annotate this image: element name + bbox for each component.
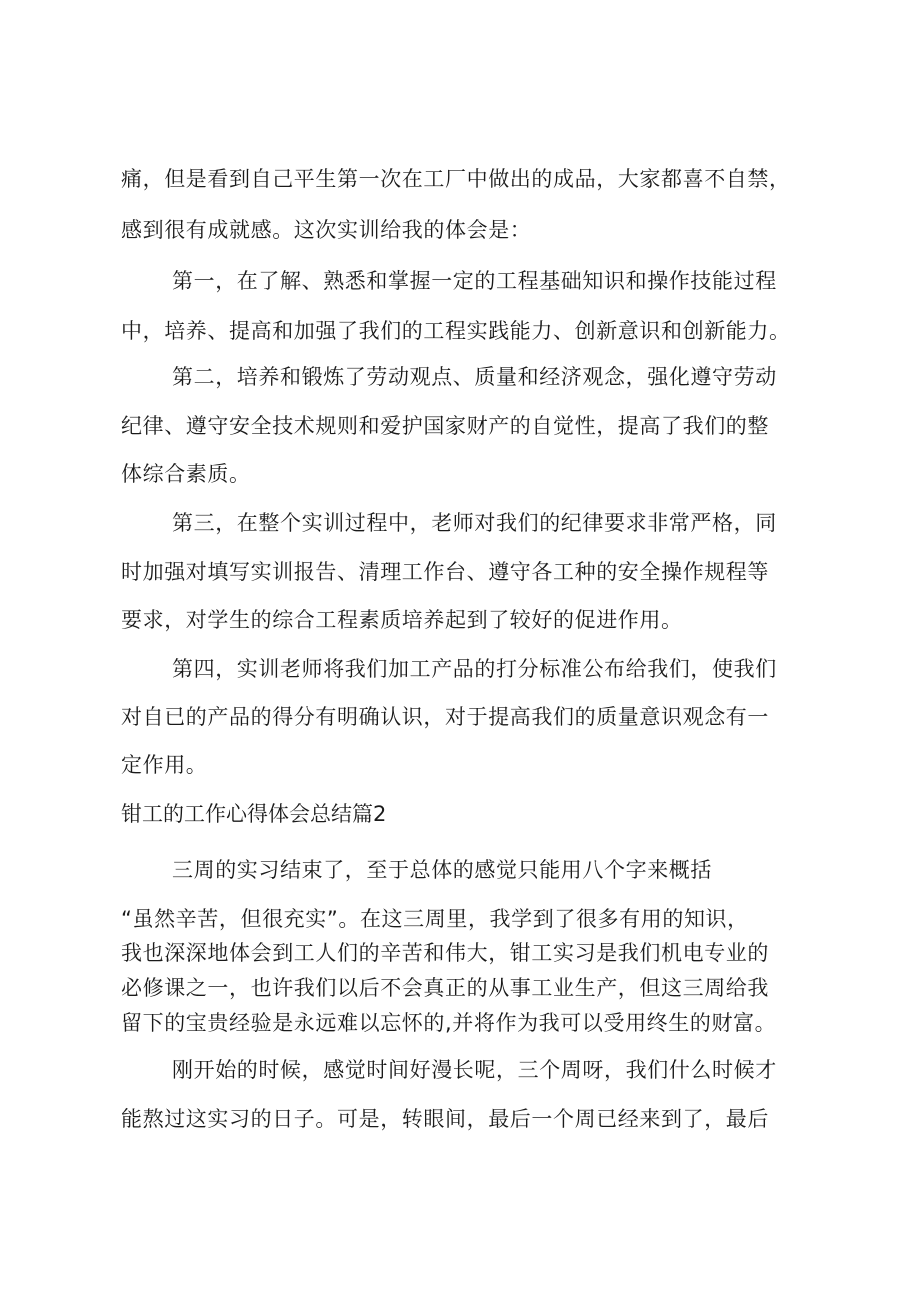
text-line: 纪律、遵守安全技术规则和爱护国家财产的自觉性，提高了我们的整 — [121, 414, 769, 438]
text-line: 留下的宝贵经验是永远难以忘怀的,并将作为我可以受用终生的财富。 — [121, 1011, 777, 1035]
text-line: 中，培养、提高和加强了我们的工程实践能力、创新意识和创新能力。 — [121, 319, 791, 343]
text-line: 定作用。 — [121, 753, 208, 777]
text-line: “虽然辛苦，但很充实”。在这三周里，我学到了很多有用的知识， — [121, 907, 749, 931]
text-line: 体综合素质。 — [121, 462, 251, 486]
text-line: 痛，但是看到自己平生第一次在工厂中做出的成品，大家都喜不自禁， — [121, 167, 791, 191]
text-line: 我也深深地体会到工人们的辛苦和伟大，钳工实习是我们机电专业的 — [121, 941, 769, 965]
paragraph-intro: 三周的实习结束了，至于总体的感觉只能用八个字来概括 — [172, 858, 712, 882]
text-line: 能熬过这实习的日子。可是，转眼间，最后一个周已经来到了，最后 — [121, 1107, 769, 1131]
text-line: 时加强对填写实训报告、清理工作台、遵守各工种的安全操作规程等 — [121, 560, 769, 584]
text-line: 必修课之一，也许我们以后不会真正的从事工业生产，但这三周给我 — [121, 976, 769, 1000]
paragraph-first: 第一，在了解、熟悉和掌握一定的工程基础知识和操作技能过程 — [172, 269, 777, 293]
paragraph-second: 第二，培养和锻炼了劳动观点、质量和经济观念，强化遵守劳动 — [172, 365, 777, 389]
text-line: 感到很有成就感。这次实训给我的体会是： — [121, 218, 532, 242]
paragraph-third: 第三，在整个实训过程中，老师对我们的纪律要求非常严格，同 — [172, 511, 777, 535]
text-line: 对自已的产品的得分有明确认识，对于提高我们的质量意识观念有一 — [121, 705, 769, 729]
section-heading: 钳工的工作心得体会总结篇2 — [121, 802, 387, 826]
text-line: 要求，对学生的综合工程素质培养起到了较好的促进作用。 — [121, 608, 683, 632]
paragraph-fourth: 第四，实训老师将我们加工产品的打分标准公布给我们，使我们 — [172, 657, 777, 681]
paragraph-start: 刚开始的时候，感觉时间好漫长呢，三个周呀，我们什么时候才 — [172, 1058, 777, 1082]
